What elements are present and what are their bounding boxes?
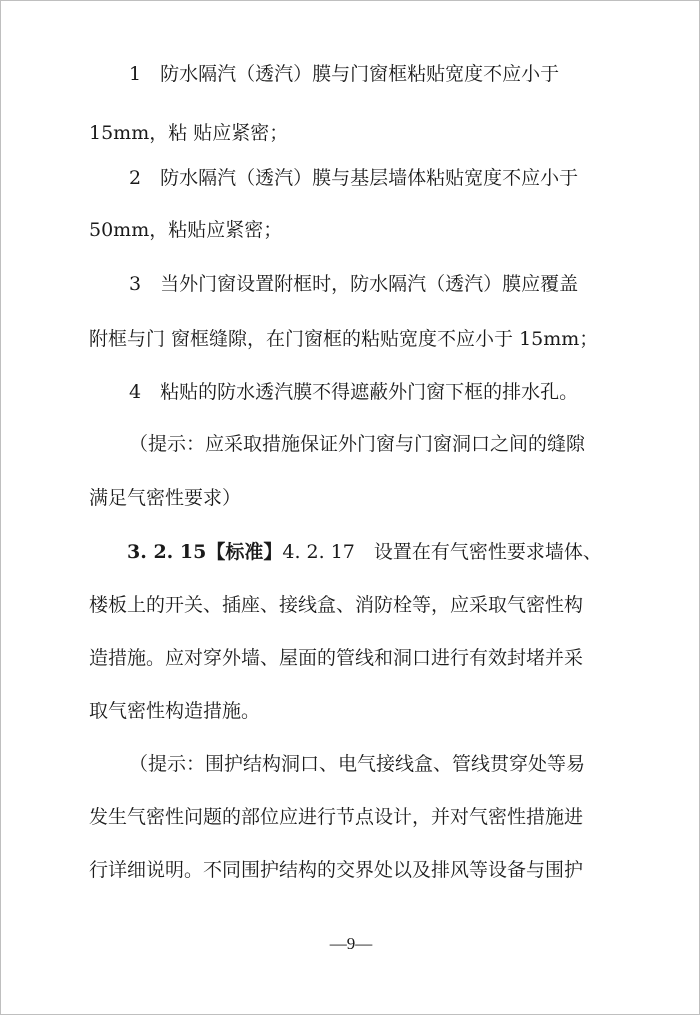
text-line-14: （提示：围护结构洞口、电气接线盒、管线贯穿处等易 (129, 753, 586, 775)
page-number: —9— (329, 934, 373, 953)
clause-text-start: 设置在有气密性要求墙体、 (373, 541, 602, 563)
text-line-9: 满足气密性要求） (89, 487, 242, 509)
text-line-8: （提示：应采取措施保证外门窗与门窗洞口之间的缝隙 (129, 433, 586, 455)
text-line-12: 造措施。应对穿外墙、屋面的管线和洞口进行有效封堵并采 (89, 647, 584, 669)
text-line-7: 4 粘贴的防水透汽膜不得遮蔽外门窗下框的排水孔。 (129, 381, 579, 403)
text-line-11: 楼板上的开关、插座、接线盒、消防栓等，应采取气密性构 (89, 594, 584, 616)
text-line-15: 发生气密性问题的部位应进行节点设计，并对气密性措施进 (89, 806, 584, 828)
clause-ref: 4. 2. 17 (282, 541, 355, 563)
text-line-13: 取气密性构造措施。 (89, 700, 261, 722)
clause-heading-line (127, 539, 602, 565)
text-line-16: 行详细说明。不同围护结构的交界处以及排风等设备与围护 (89, 859, 584, 881)
text-line-3: 2 防水隔汽（透汽）膜与基层墙体粘贴宽度不应小于 (129, 167, 579, 189)
clause-tag: 【标准】 (206, 541, 283, 563)
text-line-2: 15mm，粘 贴应紧密； (89, 122, 289, 144)
text-line-5: 3 当外门窗设置附框时，防水隔汽（透汽）膜应覆盖 (129, 273, 579, 295)
text-line-6: 附框与门 窗框缝隙，在门窗框的粘贴宽度不应小于 15mm； (89, 328, 599, 350)
text-line-4: 50mm，粘贴应紧密； (89, 219, 283, 241)
text-line-1: 1 防水隔汽（透汽）膜与门窗框粘贴宽度不应小于 (129, 63, 560, 85)
clause-number: 3. 2. 15 (127, 541, 207, 563)
